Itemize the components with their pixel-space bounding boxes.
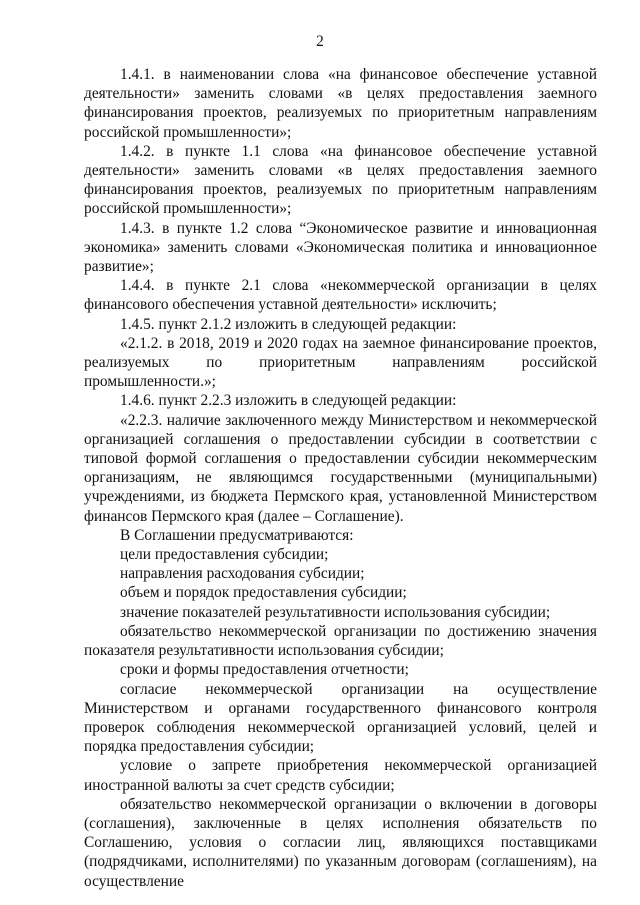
paragraph-1-4-2: 1.4.2. в пункте 1.1 слова «на финансовое обеспечение уставной деятельности» заменить словами «в целях предоставления заемного финансирования проектов, реализуемых по приоритетным направлениям российской промышленности»;	[84, 142, 597, 218]
list-item-volume-and-procedure: объем и порядок предоставления субсидии;	[120, 584, 407, 602]
paragraph-1-4-3: 1.4.3. в пункте 1.2 слова “Экономическое развитие и инновационная экономика» заменить словами «Экономическая политика и инновационное развитие»;	[84, 219, 597, 276]
list-item-expenditure-directions: направления расходования субсидии;	[120, 565, 365, 583]
list-item-contract-obligation: обязательство некоммерческой организации о включении в договоры (соглашения), заключенные в целях исполнения обязательств по Соглашению, условия о согласии лиц, являющихся поставщиками (подрядчиками, исполнителями) по указанным договорам (соглашениям), на осуществление	[84, 795, 597, 890]
paragraph-2-2-3-quote: «2.2.3. наличие заключенного между Министерством и некоммерческой организацией соглашения о предоставлении субсидии в соответствии с типовой формой соглашения о предоставлении субсидии некоммерческим организациям, не являющимся государственными (муниципальными) учреждениями, из бюджета Пермского края, установленной Министерством финансов Пермского края (далее – Соглашение).	[84, 411, 597, 525]
paragraph-2-1-2-quote: «2.1.2. в 2018, 2019 и 2020 годах на заемное финансирование проектов, реализуемых по приоритетным направлениям российской промышленности.»;	[84, 334, 597, 391]
list-item-indicator-values: значение показателей результативности использования субсидии;	[120, 603, 551, 621]
document-body	[84, 65, 597, 891]
page-number: 2	[316, 33, 324, 50]
list-item-inspection-consent: согласие некоммерческой организации на осуществление Министерством и органами государственного финансового контроля проверок соблюдения некоммерческой организацией условий, целей и порядка предоставления субсидии;	[84, 680, 597, 756]
paragraph-1-4-5: 1.4.5. пункт 2.1.2 изложить в следующей редакции:	[120, 315, 457, 333]
paragraph-1-4-6: 1.4.6. пункт 2.2.3 изложить в следующей редакции:	[120, 392, 457, 410]
paragraph-agreement-intro: В Соглашении предусматриваются:	[120, 526, 354, 544]
paragraph-1-4-1: 1.4.1. в наименовании слова «на финансовое обеспечение уставной деятельности» заменить словами «в целях предоставления заемного финансирования проектов, реализуемых по приоритетным направлениям российской промышленности»;	[84, 66, 597, 141]
list-item-currency-prohibition: условие о запрете приобретения некоммерческой организацией иностранной валюты за счет средств субсидии;	[84, 757, 597, 794]
paragraph-1-4-4: 1.4.4. в пункте 2.1 слова «некоммерческой организации в целях финансового обеспечения уставной деятельности» исключить;	[84, 277, 597, 314]
list-item-purposes: цели предоставления субсидии;	[120, 546, 329, 564]
list-item-reporting: сроки и формы предоставления отчетности;	[120, 661, 409, 679]
list-item-indicator-obligation: обязательство некоммерческой организации по достижению значения показателя результативности использования субсидии;	[84, 622, 597, 660]
